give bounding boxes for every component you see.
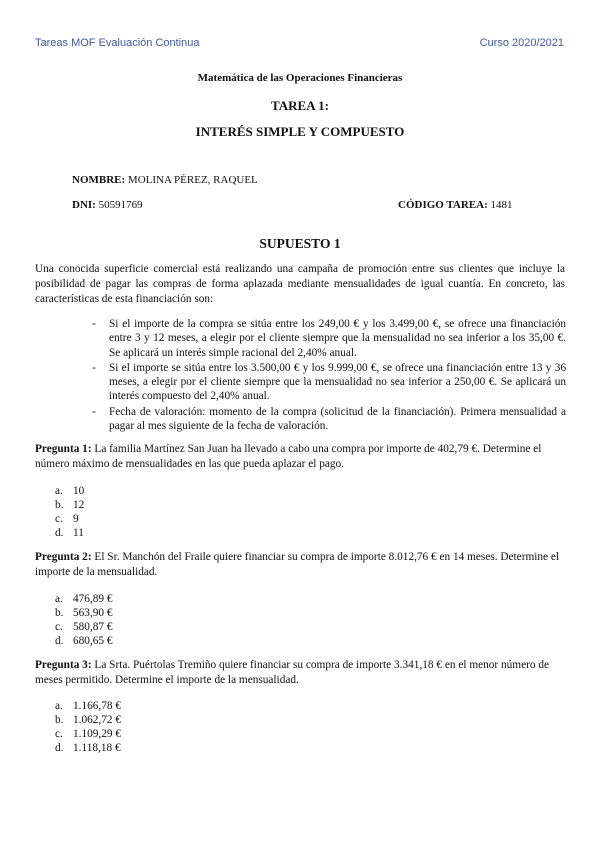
subject-title: Matemática de las Operaciones Financieras <box>197 72 403 84</box>
question-text: La familia Martínez San Juan ha llevado a cabo una compra por importe de 402,79 €. Determine el número máximo de mensualidades en las que pueda aplazar el pago. <box>35 443 542 470</box>
task-code <box>398 199 513 211</box>
option-item: d. 11 <box>55 527 84 539</box>
supuesto-title: SUPUESTO 1 <box>259 236 341 251</box>
intro-paragraph: Una conocida superficie comercial está realizando una campaña de promoción entre sus clientes que incluye la posibilidad de pagar las compras de forma aplazada mediante mensualidades de igual cuantía. En concreto, las características de esta financiación son: <box>35 263 565 305</box>
question-2-options <box>55 592 113 648</box>
list-item: - Si el importe se sitúa entre los 3.500,00 € y los 9.999,00 €, se ofrece una financiación entre 13 y 36 meses, a elegir por el cliente siempre que la mensualidad no sea inferior a 250,00 €. Se aplicará un interés compuesto del 2,40% anual. <box>92 361 566 403</box>
option-item: c. 1.109,29 € <box>55 728 122 740</box>
conditions-list <box>92 317 566 434</box>
question-text: La Srta. Puértolas Tremiño quiere financiar su compra de importe 3.341,18 € en el menor número de meses permitido. Determine el importe de la mensualidad. <box>35 659 550 686</box>
question-3 <box>35 658 565 688</box>
option-item: b. 1.062,72 € <box>55 714 122 726</box>
question-3-options <box>55 699 121 755</box>
header-left: Tareas MOF Evaluación Continua <box>35 37 200 49</box>
header-right: Curso 2020/2021 <box>479 37 564 49</box>
option-item: c. 580,87 € <box>55 621 113 633</box>
question-label: Pregunta 3: <box>35 659 92 671</box>
dni-label: DNI: <box>72 199 96 211</box>
list-item: - Si el importe de la compra se sitúa entre los 249,00 € y los 3.499,00 €, se ofrece una financiación entre 3 y 12 meses, a elegir por el cliente siempre que la mensualidad no sea inferior a los 35,00 €. Se aplicará un interés simple racional del 2,40% anual. <box>92 318 566 359</box>
student-name <box>72 174 258 186</box>
codigo-value: 1481 <box>487 199 513 211</box>
option-item: a. 1.166,78 € <box>55 700 122 712</box>
option-item: a. 10 <box>55 485 85 497</box>
option-item: d. 1.118,18 € <box>55 742 121 754</box>
option-item: d. 680,65 € <box>55 635 113 647</box>
question-2 <box>35 550 565 580</box>
codigo-label: CÓDIGO TAREA: <box>398 199 488 211</box>
student-dni <box>72 199 143 211</box>
topic-title: INTERÉS SIMPLE Y COMPUESTO <box>195 124 405 139</box>
dni-value: 50591769 <box>95 199 143 211</box>
option-item: b. 563,90 € <box>55 607 113 619</box>
question-1-options <box>55 484 84 540</box>
option-item: c. 9 <box>55 513 79 525</box>
bullet-text: Si el importe de la compra se sitúa entre los 249,00 € y los 3.499,00 €, se ofrece una financiación entre 3 y 12 meses, a elegir por el cliente siempre que la mensualidad no sea inferior a los 35,00 €. Se aplicará un interés simple racional del 2,40% anual. <box>109 318 566 359</box>
nombre-label: NOMBRE: <box>72 174 126 186</box>
bullet-text: Fecha de valoración: momento de la compra (solicitud de la financiación). Primera mensualidad a pagar al mes siguiente de la fecha de valoración. <box>109 405 566 433</box>
question-1 <box>35 442 565 472</box>
option-item: b. 12 <box>55 499 85 511</box>
bullet-text: Si el importe se sitúa entre los 3.500,00 € y los 9.999,00 €, se ofrece una financiación entre 13 y 36 meses, a elegir por el cliente siempre que la mensualidad no sea inferior a 250,00 €. Se aplicará un interés compuesto del 2,40% anual. <box>109 361 566 403</box>
nombre-value: MOLINA PÉREZ, RAQUEL <box>125 174 258 186</box>
question-label: Pregunta 2: <box>35 551 92 563</box>
question-text: El Sr. Manchón del Fraile quiere financiar su compra de importe 8.012,76 € en 14 meses. Determine el importe de la mensualidad. <box>35 551 560 578</box>
question-label: Pregunta 1: <box>35 443 92 455</box>
list-item: - Fecha de valoración: momento de la compra (solicitud de la financiación). Primera mensualidad a pagar al mes siguiente de la fecha de valoración. <box>92 405 566 433</box>
option-item: a. 476,89 € <box>55 593 113 605</box>
tarea-title: TAREA 1: <box>271 98 329 113</box>
